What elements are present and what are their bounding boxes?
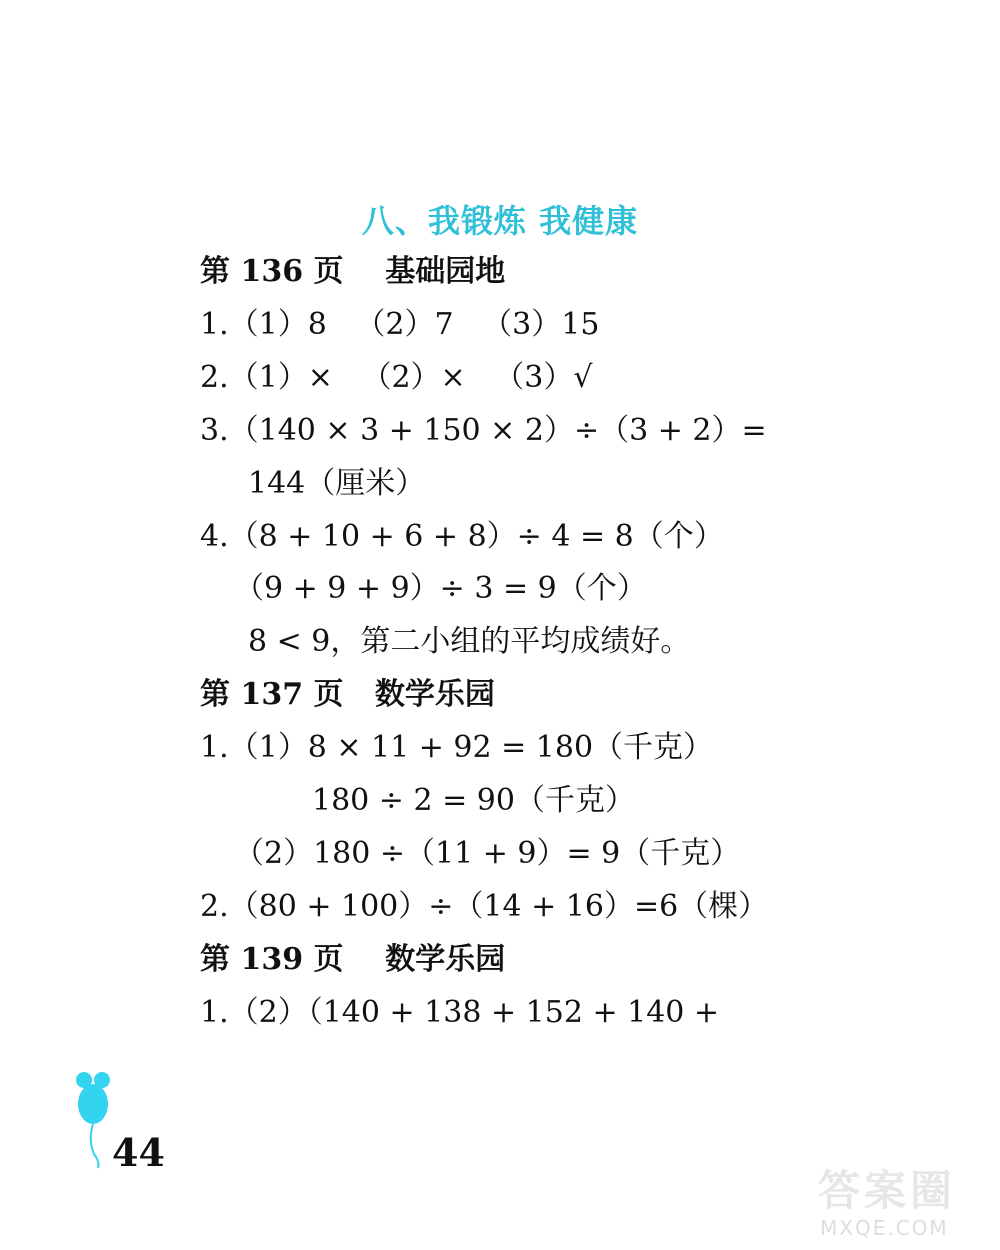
page-number: 44 xyxy=(112,1130,165,1175)
section-heading-p139: 第 139 页 数学乐园 xyxy=(200,942,506,977)
answer-line: 8 < 9，第二小组的平均成绩好。 xyxy=(248,624,691,659)
chapter-title: 八、我锻炼 我健康 xyxy=(361,202,639,240)
answer-line: 1.（2）（140 + 138 + 152 + 140 + xyxy=(200,995,720,1030)
answer-line: （2）180 ÷（11 + 9）= 9（千克） xyxy=(234,836,741,871)
watermark-logo: 答案圈 xyxy=(818,1166,957,1215)
answer-line: 2.（1）× （2）× （3）√ xyxy=(200,360,593,395)
answer-line: 1.（1）8 （2）7 （3）15 xyxy=(200,307,600,342)
answer-line: 2.（80 + 100）÷（14 + 16）=6（棵） xyxy=(200,889,769,924)
answer-line: 144（厘米） xyxy=(248,466,426,501)
mouse-icon xyxy=(74,1070,114,1170)
answer-line: 1.（1）8 × 11 + 92 = 180（千克） xyxy=(200,730,714,765)
section-heading-p137: 第 137 页 数学乐园 xyxy=(200,677,495,712)
section-heading-p136: 第 136 页 基础园地 xyxy=(200,254,506,289)
answer-line: （9 + 9 + 9）÷ 3 = 9（个） xyxy=(234,571,647,606)
answer-line: 180 ÷ 2 = 90（千克） xyxy=(312,783,635,818)
watermark-url: MXQE.COM xyxy=(820,1216,949,1240)
answer-line: 4.（8 + 10 + 6 + 8）÷ 4 = 8（个） xyxy=(200,519,724,554)
answer-line: 3.（140 × 3 + 150 × 2）÷（3 + 2）= xyxy=(200,413,767,448)
